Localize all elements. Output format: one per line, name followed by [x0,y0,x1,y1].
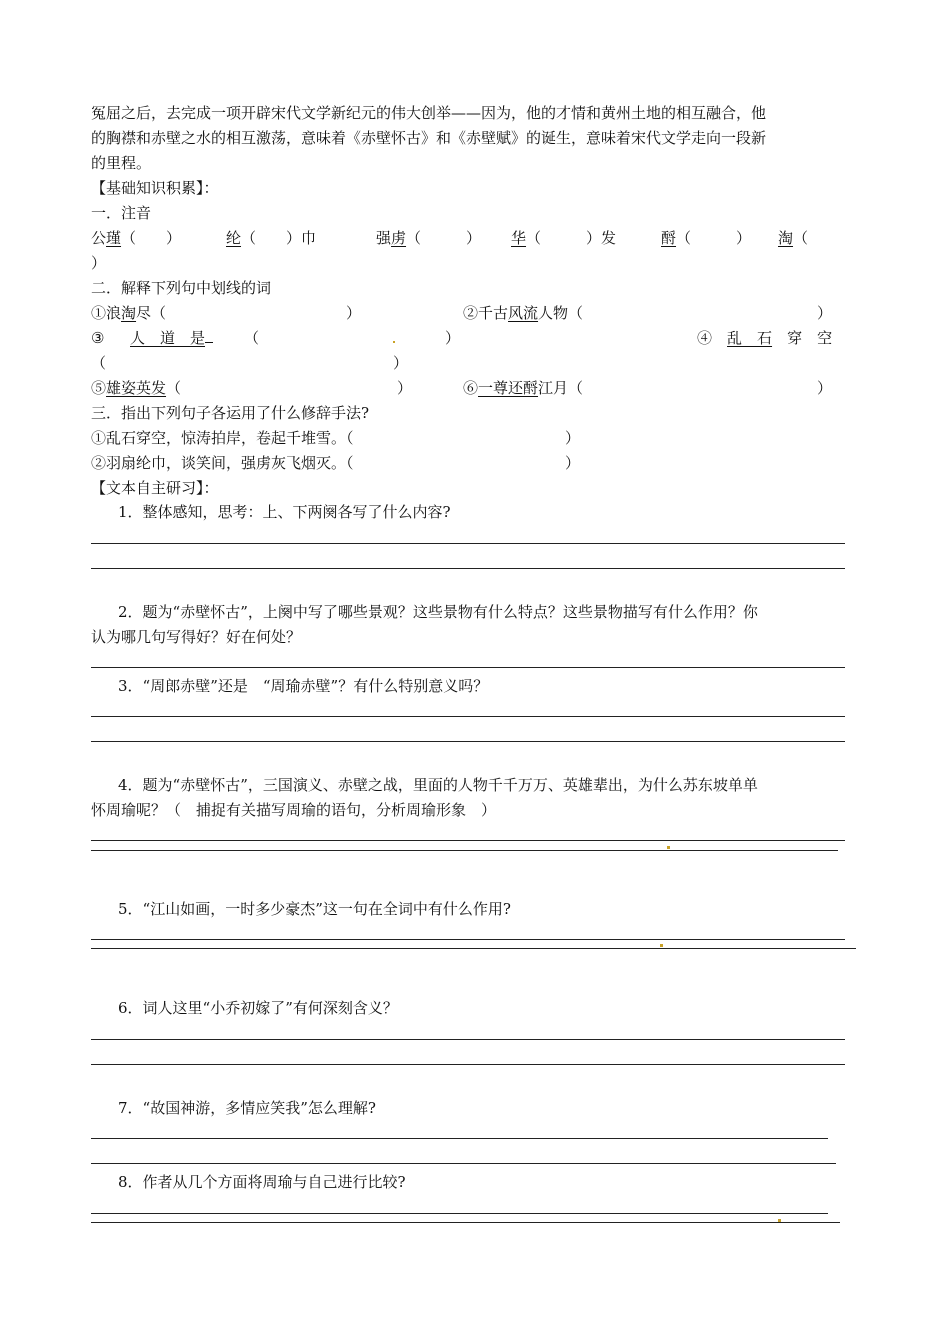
question-8: 8．作者从几个方面将周瑜与自己进行比较? [118,1173,406,1191]
question-4-line-1: 4．题为“赤壁怀古”，三国演义、赤壁之战，里面的人物千千万万、英雄辈出，为什么苏东坡单单 [118,776,758,794]
intro-line-3: 的里程。 [91,154,152,172]
question-7: 7．“故国神游，多情应笑我”怎么理解? [118,1099,376,1117]
pinyin-item: 酹（ ） [661,229,752,247]
stray-mark [667,846,670,849]
pinyin-item: 强虏（ ） [376,229,482,247]
question-3: 3．“周郎赤壁”还是 “周瑜赤壁”？有什么特别意义吗？ [118,677,489,695]
pinyin-title: 一．注音 [91,204,152,222]
explain-item-3-num: ③ [91,329,105,347]
answer-line [91,667,845,668]
explain-item-4: ④ 乱 石 穿 空 [697,329,833,347]
pinyin-item: 纶（ ）巾 [226,229,317,247]
explain-item-1-close: ） [346,304,362,322]
pinyin-item: 华（ ）发 [511,229,617,247]
question-5: 5．“江山如画，一时多少豪杰”这一句在全词中有什么作用? [118,900,511,918]
answer-line [91,1138,828,1139]
rhetoric-title: 三．指出下列句子各运用了什么修辞手法? [91,404,370,422]
pinyin-wrap: ） [91,254,107,272]
answer-line [91,568,845,569]
explain-item-3-close: ） [445,329,461,347]
explain-item-6-close: ） [817,379,833,397]
answer-line [91,948,856,949]
intro-line-1: 冤屈之后，去完成一项开辟宋代文学新纪元的伟大创举——因为，他的才情和黄州土地的相互融合，他 [91,104,767,122]
explain-item-3-open: （ [244,329,260,347]
answer-line [91,1064,845,1065]
answer-line [91,741,845,742]
question-4-line-2: 怀周瑜呢？（ 捕捉有关描写周瑜的语句，分析周瑜形象 ） [91,801,497,819]
answer-line [91,840,845,841]
explain-item-6: ⑥一尊还酹江月（ [463,379,584,397]
rhetoric-sentence-1-close: ） [565,429,581,447]
answer-line [91,1163,836,1164]
answer-line [91,716,845,717]
question-1: 1．整体感知，思考：上、下两阕各写了什么内容? [118,503,451,521]
explain-item-2: ②千古风流人物（ [463,304,584,322]
explain-item-5-close: ） [397,379,413,397]
explain-item-4-close: ） [393,354,409,372]
text-study-heading: 【文本自主研习】： [91,479,219,497]
explain-item-2-close: ） [817,304,833,322]
explain-item-4-open: （ [91,354,107,372]
stray-mark [778,1219,781,1222]
basic-knowledge-heading: 【基础知识积累】： [91,179,219,197]
pinyin-item: 淘（ [778,229,809,247]
answer-line [91,1039,845,1040]
question-2-line-2: 认为哪几句写得好？好在何处？ [91,628,302,646]
explain-item-3-word: 人 道 是 [130,328,213,348]
stray-mark [393,341,395,343]
explain-item-1: ①浪淘尽（ [91,304,167,322]
answer-line [91,1213,828,1214]
answer-line [91,543,845,544]
intro-line-2: 的胸襟和赤壁之水的相互激荡，意味着《赤壁怀古》和《赤壁赋》的诞生，意味着宋代文学走向一段新 [91,129,767,147]
stray-mark [660,944,663,947]
rhetoric-sentence-2-close: ） [565,454,581,472]
answer-line [91,850,838,851]
answer-line [91,939,845,940]
rhetoric-sentence-1: ①乱石穿空，惊涛拍岸，卷起千堆雪。（ [91,429,354,447]
answer-line [91,1222,840,1223]
explain-title: 二．解释下列句中划线的词 [91,279,272,297]
question-6: 6．词人这里“小乔初嫁了”有何深刻含义？ [118,999,398,1017]
pinyin-item: 公瑾（ ） [91,229,182,247]
explain-item-5: ⑤雄姿英发（ [91,379,182,397]
question-2-line-1: 2．题为“赤壁怀古”，上阕中写了哪些景观？这些景物有什么特点？这些景物描写有什么作用？你 [118,603,758,621]
rhetoric-sentence-2: ②羽扇纶巾，谈笑间，强虏灰飞烟灭。（ [91,454,354,472]
